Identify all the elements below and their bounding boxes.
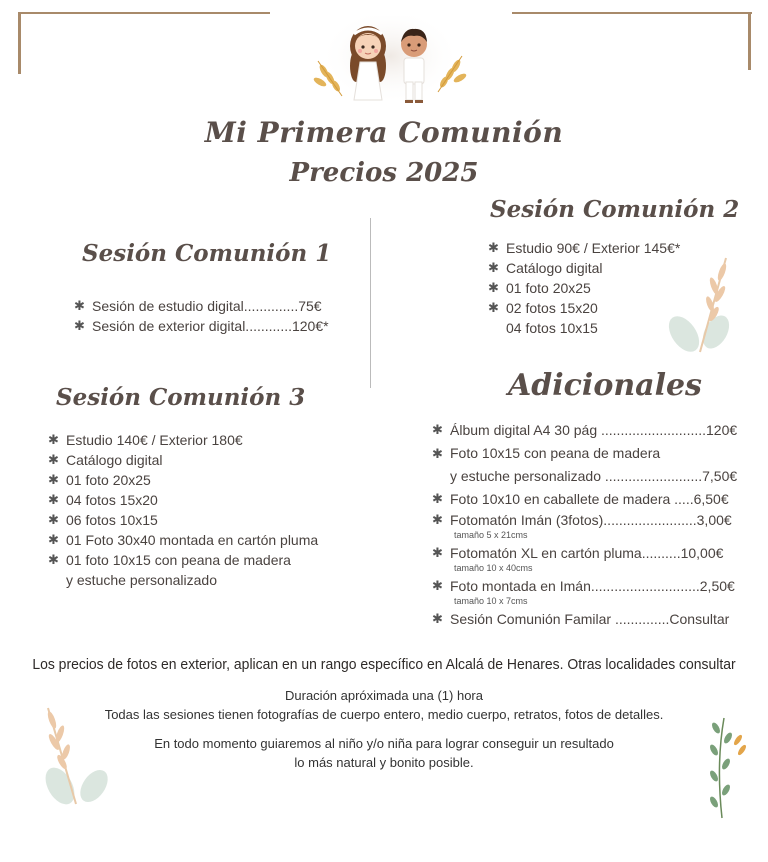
extras-title: Adicionales (508, 368, 702, 403)
session1-title: Sesión Comunión 1 (82, 240, 332, 267)
list-item: ✱ Estudio 90€ / Exterior 145€* (488, 240, 681, 256)
list-item: ✱ 02 fotos 15x20 04 fotos 10x15 (488, 300, 598, 336)
list-item: ✱ Estudio 140€ / Exterior 180€ (48, 432, 243, 448)
asterisk-icon: ✱ (432, 545, 443, 560)
asterisk-icon: ✱ (432, 512, 443, 527)
asterisk-icon: ✱ (432, 578, 443, 593)
asterisk-icon: ✱ (48, 532, 59, 547)
asterisk-icon: ✱ (74, 298, 85, 313)
footer-duration: Duración apróximada una (1) hora (285, 688, 483, 703)
list-item: ✱ Foto 10x15 con peana de madera y estuche personalizado .........................7,50€ (432, 442, 737, 488)
asterisk-icon: ✱ (48, 492, 59, 507)
asterisk-icon: ✱ (488, 260, 499, 275)
asterisk-icon: ✱ (48, 472, 59, 487)
footer-guidance-line2: lo más natural y bonito posible. (294, 755, 474, 770)
footer-sessions-note: Todas las sesiones tienen fotografías de cuerpo entero, medio cuerpo, retratos, fotos de detalles. (104, 707, 664, 722)
list-item: ✱ 04 fotos 15x20 (48, 492, 158, 508)
list-item: ✱ Foto montada en Imán............................2,50€ tamaño 10 x 7cms (432, 578, 735, 606)
list-item: ✱ 01 foto 20x25 (48, 472, 151, 488)
list-item: ✱ Fotomatón Imán (3fotos)........................3,00€ tamaño 5 x 21cms (432, 512, 732, 540)
frame-top-left (18, 12, 270, 14)
list-item: ✱ 01 foto 20x25 (488, 280, 591, 296)
session3-list (48, 430, 318, 590)
asterisk-icon: ✱ (74, 318, 85, 333)
list-item: ✱ Fotomatón XL en cartón pluma..........10,00€ tamaño 10 x 40cms (432, 545, 724, 573)
session2-title: Sesión Comunión 2 (490, 196, 740, 223)
asterisk-icon: ✱ (488, 280, 499, 295)
list-item: ✱ 06 fotos 10x15 (48, 512, 158, 528)
list-item: ✱ Catálogo digital (488, 260, 603, 276)
list-item: ✱ Foto 10x10 en caballete de madera .....6,50€ (432, 488, 737, 510)
footer-guidance-line1: En todo momento guiaremos al niño y/o niña para lograr conseguir un resultado (154, 736, 614, 751)
list-item: ✱ Álbum digital A4 30 pág ...........................120€ (432, 422, 738, 438)
list-item: ✱ Sesión de exterior digital............120€* (74, 318, 329, 334)
footer-exterior-note: Los precios de fotos en exterior, aplican en un rango específico en Alcalá de Henares. Otras localidades consultar (32, 656, 736, 673)
asterisk-icon: ✱ (432, 491, 443, 506)
list-item: ✱ Sesión Comunión Familar ..............Consultar (432, 611, 730, 627)
session3-title: Sesión Comunión 3 (56, 384, 306, 411)
frame-right-tick (748, 12, 751, 70)
asterisk-icon: ✱ (488, 240, 499, 255)
frame-top-right (512, 12, 752, 14)
asterisk-icon: ✱ (432, 422, 443, 437)
asterisk-icon: ✱ (488, 300, 499, 315)
list-item: ✱ Catálogo digital (48, 452, 163, 468)
frame-left-tick (18, 12, 21, 74)
session1-list (74, 296, 329, 336)
list-item: ✱ 01 Foto 30x40 montada en cartón pluma (48, 532, 319, 548)
leaf-branch-icon (664, 254, 740, 358)
page-title: Mi Primera Comunión (204, 116, 564, 149)
asterisk-icon: ✱ (48, 512, 59, 527)
asterisk-icon: ✱ (48, 432, 59, 447)
girl-icon (350, 26, 386, 100)
asterisk-icon: ✱ (48, 552, 59, 567)
page-subtitle: Precios 2025 (289, 158, 479, 188)
asterisk-icon: ✱ (432, 446, 443, 461)
list-item: ✱ Sesión de estudio digital..............75€ (74, 298, 322, 314)
session2-list (488, 238, 680, 338)
asterisk-icon: ✱ (432, 611, 443, 626)
center-divider (370, 218, 371, 388)
list-item: ✱ 01 foto 10x15 con peana de madera y estuche personalizado (48, 552, 291, 588)
communion-kids-illustration (310, 16, 470, 116)
asterisk-icon: ✱ (48, 452, 59, 467)
extras-list (432, 420, 737, 629)
